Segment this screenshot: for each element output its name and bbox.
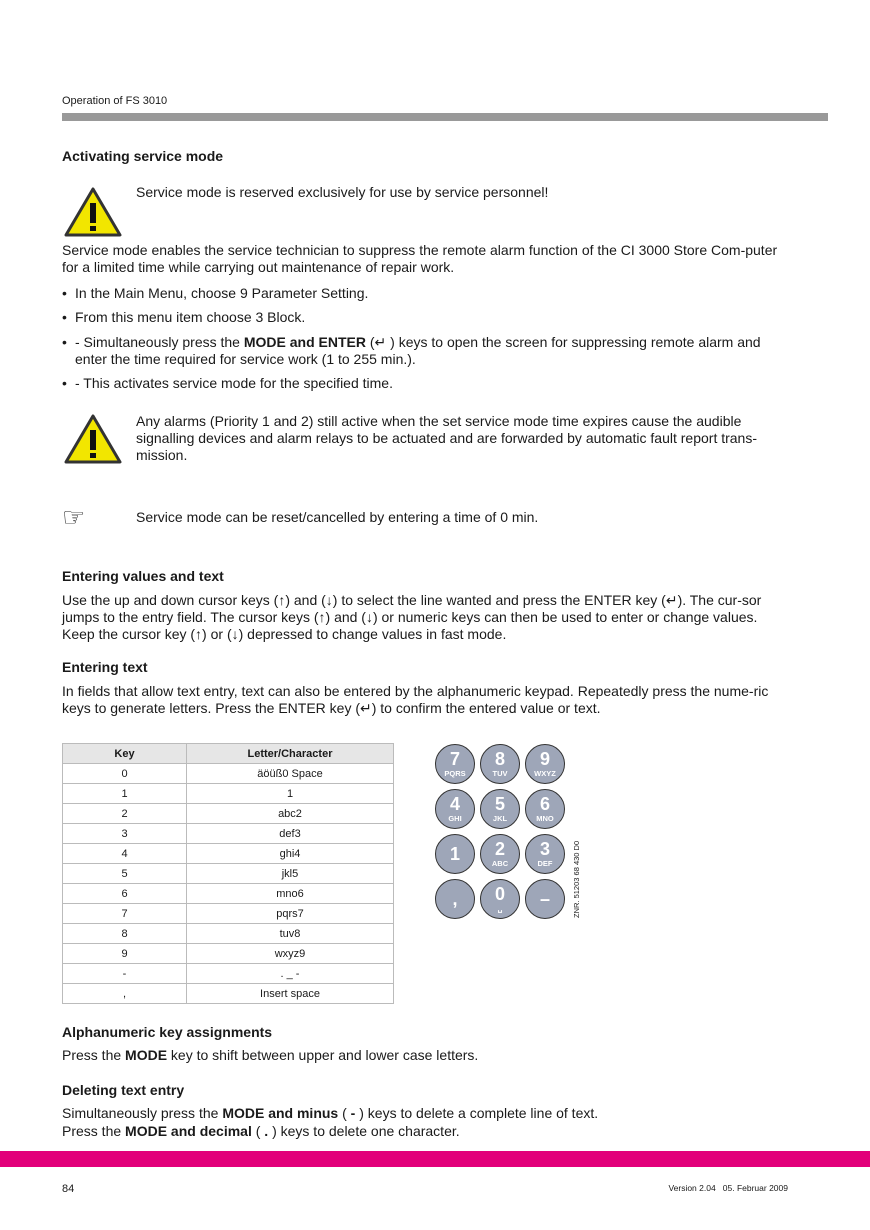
character-cell: abc2 [187, 804, 394, 824]
table-row [63, 824, 394, 844]
bold-text: MODE and ENTER [243, 334, 366, 350]
text: Press the [62, 1047, 126, 1063]
keypad-key [525, 879, 565, 919]
key-cell: 7 [63, 904, 187, 924]
keypad-illustration [435, 744, 570, 919]
keypad-key [435, 879, 475, 919]
key-cell: , [63, 984, 187, 1004]
table-row [63, 944, 394, 964]
key-cell: 9 [63, 944, 187, 964]
header-rule [62, 113, 828, 121]
keypad-key [435, 744, 475, 784]
heading-entering-text: Entering text [62, 659, 148, 675]
keypad-key [480, 834, 520, 874]
character-cell: mno6 [187, 884, 394, 904]
text: Simultaneously press the [62, 1105, 223, 1121]
version-info: Version 2.04 05. Februar 2009 [668, 1183, 788, 1193]
key-digit: 3 [539, 839, 550, 859]
table-row [63, 784, 394, 804]
bold-text: MODE and decimal [125, 1123, 252, 1139]
key-letters: WXYZ [534, 769, 556, 778]
heading-service-mode: Activating service mode [62, 148, 224, 164]
table-row [63, 884, 394, 904]
page-number: 84 [62, 1183, 75, 1195]
key-cell: 0 [63, 764, 187, 784]
heading-entering-values: Entering values and text [62, 568, 224, 584]
text: ) keys to delete one character. [268, 1123, 460, 1139]
keypad-key [525, 834, 565, 874]
bullet-item: • In the Main Menu, choose 9 Parameter Setting. [62, 285, 795, 302]
text: Press the [62, 1123, 126, 1139]
key-cell: 2 [63, 804, 187, 824]
key-letters: MNO [536, 814, 554, 823]
table-row [63, 984, 394, 1004]
character-cell: jkl5 [187, 864, 394, 884]
text: key to shift between upper and lower case letters. [167, 1047, 479, 1063]
key-cell: 5 [63, 864, 187, 884]
keypad-key [480, 879, 520, 919]
keypad-key [435, 789, 475, 829]
keypad-key [480, 744, 520, 784]
keypad-key [525, 744, 565, 784]
key-cell: 4 [63, 844, 187, 864]
key-letters: ABC [491, 859, 509, 868]
key-letters: DEF [537, 859, 553, 868]
intro-paragraph: Service mode enables the service technician to suppress the remote alarm function of the CI 3000 Store Com-puter for a limited time while carrying out maintenance of repair work. [62, 242, 778, 275]
character-cell: . _ - [187, 964, 394, 984]
heading-alphanumeric: Alphanumeric key assignments [62, 1024, 273, 1040]
column-header: Key [63, 744, 187, 764]
key-digit: 2 [494, 839, 505, 859]
warning-icon [64, 186, 122, 238]
key-letters: PQRS [444, 769, 466, 778]
paragraph [62, 1047, 478, 1064]
bold-text: MODE [125, 1047, 168, 1063]
column-header: Letter/Character [187, 744, 394, 764]
key-cell: - [63, 964, 187, 984]
table-row [63, 964, 394, 984]
character-cell: ghi4 [187, 844, 394, 864]
character-cell: pqrs7 [187, 904, 394, 924]
table-row [63, 804, 394, 824]
character-cell: 1 [187, 784, 394, 804]
bold-text: MODE and minus [222, 1105, 339, 1121]
keypad-key [435, 834, 475, 874]
character-cell: wxyz9 [187, 944, 394, 964]
note-text: Service mode can be reset/cancelled by entering a time of 0 min. [136, 509, 539, 525]
warning-icon [64, 413, 122, 465]
text: ) keys to delete a complete line of text. [355, 1105, 599, 1121]
bullet-item [62, 334, 775, 368]
figure-reference: ZNR. 51203 68 430 D0 [572, 840, 581, 918]
key-cell: 1 [63, 784, 187, 804]
keypad-key [480, 789, 520, 829]
key-letters: TUV [492, 769, 508, 778]
character-cell: tuv8 [187, 924, 394, 944]
key-cell: 3 [63, 824, 187, 844]
running-header: Operation of FS 3010 [62, 95, 168, 107]
heading-deleting: Deleting text entry [62, 1082, 185, 1098]
text: ( [251, 1123, 265, 1139]
character-cell: äöüß0 Space [187, 764, 394, 784]
key-digit: 0 [494, 884, 505, 904]
table-row [63, 844, 394, 864]
text: - Simultaneously press the [75, 334, 244, 350]
key-digit: 5 [494, 794, 505, 814]
key-cell: 8 [63, 924, 187, 944]
key-letters: GHI [448, 814, 462, 823]
key-digit: – [539, 889, 550, 909]
text: (↵ ) keys to open the screen for suppressing remote alarm and enter the time required for service work (1 to 255 min.). [75, 334, 761, 367]
bullet-item: • From this menu item choose 3 Block. [62, 309, 795, 326]
pointing-hand-icon: ☞ [62, 502, 86, 532]
table-row [63, 904, 394, 924]
warning-text-1: Service mode is reserved exclusively for use by service personnel! [136, 184, 549, 200]
key-assignment-table [62, 743, 394, 1004]
table-row [63, 864, 394, 884]
bullet-item: • - This activates service mode for the specified time. [62, 375, 795, 392]
text: ( [338, 1105, 351, 1121]
key-digit: 7 [449, 749, 460, 769]
key-digit: 9 [539, 749, 550, 769]
footer-bar [0, 1151, 870, 1167]
key-digit: 1 [449, 844, 460, 864]
key-letters: JKL [492, 814, 508, 823]
warning-text-2: Any alarms (Priority 1 and 2) still active when the set service mode time expires cause the audible signalling devices and alarm relays to be actuated and are forwarded by automatic fault report trans-mission. [136, 413, 758, 463]
table-row [63, 924, 394, 944]
paragraph: In fields that allow text entry, text can also be entered by the alphanumeric keypad. Repeatedly press the nume-ric keys to generate letters. Press the ENTER key (↵) to confirm the entered value or text. [62, 683, 769, 716]
keypad-key [525, 789, 565, 829]
key-letters: ␣ [497, 904, 503, 913]
character-cell: def3 [187, 824, 394, 844]
paragraph-line [62, 1105, 598, 1122]
character-cell: Insert space [187, 984, 394, 1004]
bold-text: - [350, 1105, 356, 1121]
paragraph-line [62, 1123, 460, 1140]
key-digit: 8 [494, 749, 505, 769]
key-digit: , [452, 889, 458, 909]
key-digit: 6 [539, 794, 550, 814]
bold-text: . [264, 1123, 269, 1139]
key-cell: 6 [63, 884, 187, 904]
key-digit: 4 [449, 794, 460, 814]
paragraph: Use the up and down cursor keys (↑) and (↓) to select the line wanted and press the ENTER key (↵). The cur-sor jumps to the entry field. The cursor keys (↑) and (↓) or numeric keys can then be used to enter or change values. Keep the cursor key (↑) or (↓) depressed to change values in fast mode. [62, 592, 762, 642]
table-row [63, 764, 394, 784]
